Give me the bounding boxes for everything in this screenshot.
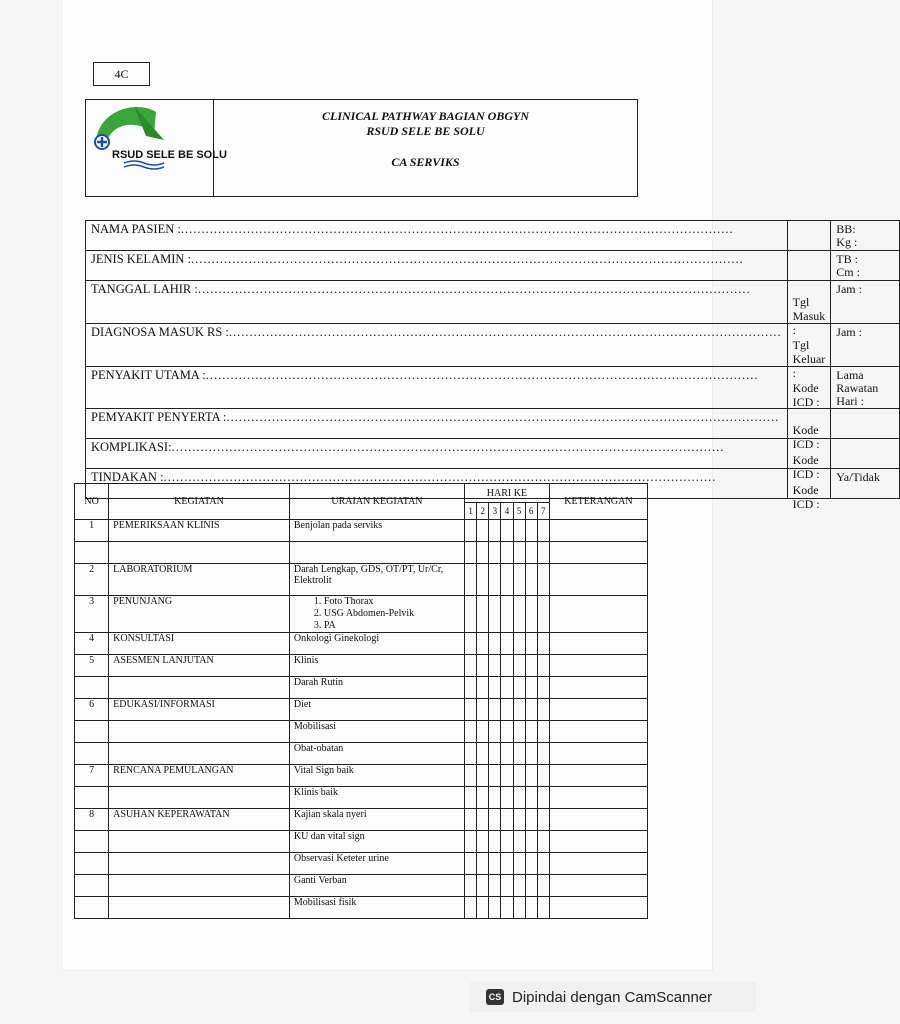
header-title (214, 100, 637, 196)
table-row: Obat-obatan (75, 743, 648, 765)
table-row (75, 542, 648, 564)
field-label: DIAGNOSA MASUK RS : (91, 325, 229, 339)
field-label: PEMYAKIT PENYERTA : (91, 410, 227, 424)
logo-graphic (86, 100, 227, 194)
patient-row: DIAGNOSA MASUK RS : ..... Tgl Keluar : Jam : (86, 324, 900, 367)
col-uraian: URAIAN KEGIATAN (289, 484, 464, 520)
penunjang-list: 1. Foto Thorax 2. USG Abdomen-Pelvik 3. PA (294, 596, 460, 632)
patient-row: PEMYAKIT PENYERTA : ..... Kode ICD : (86, 409, 900, 439)
field-label: NAMA PASIEN : (91, 222, 181, 236)
table-row: 3 PENUNJANG 1. Foto Thorax 2. USG Abdomen-Pelvik 3. PA (75, 596, 648, 633)
table-row: Observasi Keteter urine (75, 853, 648, 875)
clinical-pathway-table (74, 483, 648, 919)
field-label: PENYAKIT UTAMA : (91, 368, 206, 382)
patient-row: TINDAKAN : ..... Kode ICD : Ya/Tidak (86, 469, 900, 499)
hospital-logo (86, 100, 227, 196)
camscanner-icon: CS (486, 989, 504, 1005)
form-code: 4C (93, 62, 150, 86)
table-row: 6 EDUKASI/INFORMASI Diet (75, 699, 648, 721)
patient-row: KOMPLIKASI: ..... Kode ICD : (86, 439, 900, 469)
patient-row: JENIS KELAMIN : ..... TB : Cm : (86, 251, 900, 281)
title-line-1: CLINICAL PATHWAY BAGIAN OBGYN (321, 109, 530, 123)
col-keterangan: KETERANGAN (549, 484, 647, 520)
field-label: KOMPLIKASI: (91, 440, 172, 454)
col-no: NO (75, 484, 109, 520)
table-row: 2 LABORATORIUM Darah Lengkap, GDS, OT/PT, Ur/Cr, Elektrolit (75, 564, 648, 596)
patient-row: TANGGAL LAHIR : ..... Tgl Masuk : Jam : (86, 281, 900, 324)
field-label: JENIS KELAMIN : (91, 252, 191, 266)
table-row: 8 ASUHAN KEPERAWATAN Kajian skala nyeri (75, 809, 648, 831)
header-row (75, 484, 648, 503)
table-row: Darah Rutin (75, 677, 648, 699)
table-row: 7 RENCANA PEMULANGAN Vital Sign baik (75, 765, 648, 787)
table-row: 5 ASESMEN LANJUTAN Klinis (75, 655, 648, 677)
table-row: Mobilisasi (75, 721, 648, 743)
table-row: 4 KONSULTASI Onkologi Ginekologi (75, 633, 648, 655)
patient-row: NAMA PASIEN : ..... BB: Kg : (86, 221, 900, 251)
day-header-row: 1 2 3 4 5 6 7 (75, 503, 648, 520)
patient-row: PENYAKIT UTAMA : ..... Kode ICD : Lama Rawatan Hari : (86, 367, 900, 409)
logo-text: RSUD SELE BE SOLU (112, 149, 227, 161)
form-header (85, 99, 638, 197)
title-line-2: RSUD SELE BE SOLU (366, 124, 485, 138)
col-kegiatan: KEGIATAN (109, 484, 290, 520)
title-line-3: CA SERVIKS (391, 155, 460, 169)
table-row: 1 PEMERIKSAAN KLINIS Benjolan pada serviks (75, 520, 648, 542)
field-label: TANGGAL LAHIR : (91, 282, 198, 296)
table-row: Ganti Verban (75, 875, 648, 897)
col-hari-ke: HARI KE (465, 484, 550, 503)
table-row: KU dan vital sign (75, 831, 648, 853)
table-row: Klinis baik (75, 787, 648, 809)
camscanner-watermark (470, 982, 756, 1012)
field-label: TINDAKAN : (91, 470, 164, 484)
table-row: Mobilisasi fisik (75, 897, 648, 919)
scanner-text: Dipindai dengan CamScanner (512, 988, 713, 1006)
